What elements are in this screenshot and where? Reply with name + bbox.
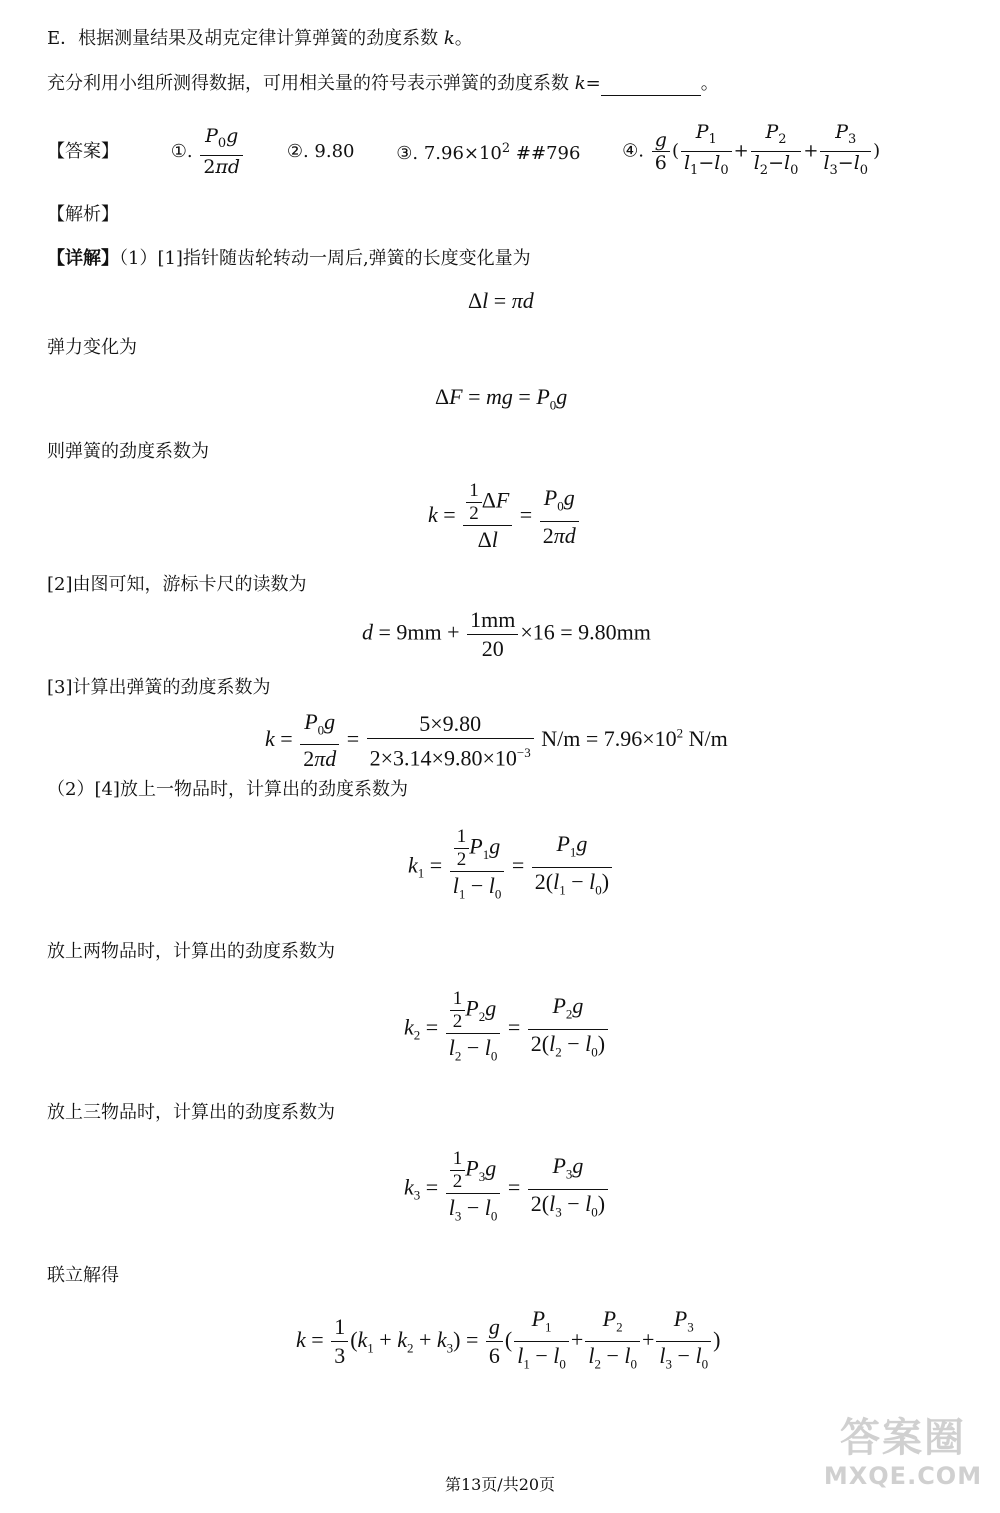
answer-4-term-3: $\frac{P_3}{l_3-l_0}$ bbox=[820, 121, 871, 182]
answer-4: ④. $\frac{g}{6}$ ( $\frac{P_1}{l_1-l_0}$ + $\frac{P_2}{l_2-l_0}$ + $\frac{P_3}{l_3-l_0}$ ) bbox=[622, 121, 880, 182]
final-g-over-6: $\frac{g}{6}$ bbox=[486, 1313, 503, 1370]
answer-2-mark: ②. bbox=[286, 140, 309, 162]
k2-fraction-1: $\frac{1}{2}$ $P_2g$ $l_2 - l_0$ bbox=[446, 988, 501, 1070]
step-e-line bbox=[47, 27, 473, 51]
watermark-top: 答案圈 bbox=[840, 1415, 966, 1461]
equation-k-value: k = $\frac{P_0g}{2\pi d}$ = $\frac{5\times 9.80}{2\times 3.14\times 9.80\times 10^{-3}}$ $N/m = 7.96\times 10^2$ N/m bbox=[265, 709, 728, 772]
equation-k: k = $\frac{1}{2}$ ΔF Δl = $\frac{P_0g}{2\pi d}$ bbox=[428, 480, 581, 554]
calc-exp: 2 bbox=[676, 725, 684, 741]
calc-unit-2: N/m bbox=[688, 725, 728, 751]
vernier-intro-text: [2]由图可知，游标卡尺的读数为 bbox=[47, 574, 307, 595]
calc-fraction-1: $\frac{P_0g}{2\pi d}$ bbox=[300, 708, 339, 773]
calc-unit: N/m = 7.96×10 bbox=[541, 725, 677, 751]
answer-line bbox=[47, 120, 880, 183]
vernier-main: 9mm bbox=[396, 619, 442, 645]
detail-text: （1）[1]指针随齿轮转动一周后,弹簧的长度变化量为 bbox=[119, 248, 531, 269]
question-eq: = bbox=[585, 73, 601, 94]
calc-fraction-2: $\frac{5\times 9.80}{2\times 3.14\times 9.80\times 10^{-3}}$ bbox=[367, 710, 534, 772]
watermark-logo bbox=[818, 1415, 988, 1507]
equation-vernier: d = 9mm + $\frac{1mm}{20}$ ×16 = 9.80mm bbox=[362, 607, 651, 661]
answer-3-alt: ##796 bbox=[515, 143, 581, 164]
watermark-bottom: MXQE.COM bbox=[823, 1462, 983, 1490]
answer-1-fraction: $\frac{P_0g}{2\pi d}$ bbox=[200, 125, 243, 178]
answer-2 bbox=[287, 123, 355, 181]
question-line bbox=[47, 72, 719, 96]
answer-4-g-over-6: $\frac{g}{6}$ bbox=[652, 129, 670, 174]
final-term-3: $\frac{P_3}{l_3 - l_0}$ bbox=[656, 1305, 711, 1379]
k3-fraction-1: $\frac{1}{2}$ $P_3g$ $l_3 - l_0$ bbox=[446, 1148, 501, 1230]
question-var: k bbox=[574, 73, 586, 94]
vernier-fraction: $\frac{1mm}{20}$ bbox=[467, 606, 518, 663]
k1-fraction-2: $\frac{P_1g}{2(l_1 - l_0)}$ bbox=[532, 830, 612, 904]
k-intro-text: 则弹簧的劲度系数为 bbox=[47, 441, 209, 462]
answer-2-value: 9.80 bbox=[314, 140, 355, 162]
page-number: 第13页/共20页 bbox=[444, 1475, 556, 1494]
equation-k-fraction-1: $\frac{1}{2}$ ΔF Δl bbox=[463, 480, 512, 554]
three-items-text: 放上三物品时，计算出的劲度系数为 bbox=[47, 1102, 335, 1123]
final-term-1: $\frac{P_1}{l_1 - l_0}$ bbox=[514, 1305, 569, 1379]
answer-blank bbox=[601, 77, 701, 96]
equation-final-k: k = $\frac{1}{3}$ $(k_1 + k_2 + k_3)$ = $\frac{g}{6}$ ( $\frac{P_1}{l_1 - l_0}$ + $\frac{P_2}{l_2 - l_0}$ + $\frac{P_3}{l_3 - l_0}$ ) bbox=[296, 1305, 720, 1379]
equation-k2: $k_2$ = $\frac{1}{2}$ $P_2g$ $l_2 - l_0$ = $\frac{P_2g}{2(l_2 - l_0)}$ bbox=[404, 988, 610, 1070]
one-item-text: （2）[4]放上一物品时，计算出的劲度系数为 bbox=[47, 779, 408, 800]
answer-4-mark: ④. bbox=[622, 140, 645, 162]
equation-k-fraction-2: $\frac{P_0g}{2\pi d}$ bbox=[540, 484, 579, 549]
analysis-label: 【解析】 bbox=[47, 204, 119, 225]
k2-fraction-2: $\frac{P_2g}{2(l_2 - l_0)}$ bbox=[528, 992, 608, 1066]
step-e-text: E．根据测量结果及胡克定律计算弹簧的劲度系数 bbox=[47, 28, 439, 49]
equation-delta-f: ΔF = mg = $P_0g$ bbox=[435, 384, 568, 413]
solve-text: 联立解得 bbox=[47, 1265, 119, 1286]
detail-line bbox=[47, 247, 531, 271]
equation-k3: $k_3$ = $\frac{1}{2}$ $P_3g$ $l_3 - l_0$ = $\frac{P_3g}{2(l_3 - l_0)}$ bbox=[404, 1148, 610, 1230]
force-change-text: 弹力变化为 bbox=[47, 337, 137, 358]
answer-1 bbox=[171, 123, 245, 181]
final-one-third: $\frac{1}{3}$ bbox=[331, 1313, 348, 1370]
question-text: 充分利用小组所测得数据，可用相关量的符号表示弹簧的劲度系数 bbox=[47, 73, 569, 94]
k3-fraction-2: $\frac{P_3g}{2(l_3 - l_0)}$ bbox=[528, 1152, 608, 1226]
equation-delta-l: Δl = πd bbox=[468, 288, 534, 313]
final-term-2: $\frac{P_2}{l_2 - l_0}$ bbox=[585, 1305, 640, 1379]
answer-3-exp: 2 bbox=[501, 141, 511, 156]
two-items-text: 放上两物品时，计算出的劲度系数为 bbox=[47, 941, 335, 962]
answer-3 bbox=[396, 120, 580, 183]
detail-label: 【详解】 bbox=[47, 248, 119, 269]
vernier-tail: ×16 = 9.80mm bbox=[520, 619, 651, 645]
answer-3-mark: ③. bbox=[396, 143, 419, 164]
calc-intro-text: [3]计算出弹簧的劲度系数为 bbox=[47, 677, 271, 698]
answer-label: 【答案】 bbox=[47, 140, 119, 162]
equation-k1: $k_1$ = $\frac{1}{2}$ $P_1g$ $l_1 - l_0$ = $\frac{P_1g}{2(l_1 - l_0)}$ bbox=[408, 826, 614, 908]
step-e-end: 。 bbox=[454, 28, 473, 49]
answer-4-term-2: $\frac{P_2}{l_2-l_0}$ bbox=[751, 121, 802, 182]
step-e-var: k bbox=[443, 28, 455, 49]
answer-4-term-1: $\frac{P_1}{l_1-l_0}$ bbox=[681, 121, 732, 182]
question-end: 。 bbox=[700, 73, 719, 94]
answer-3-value: 7.96×10 bbox=[423, 143, 502, 164]
k1-fraction-1: $\frac{1}{2}$ $P_1g$ $l_1 - l_0$ bbox=[450, 826, 505, 908]
answer-1-mark: ①. bbox=[170, 140, 193, 162]
